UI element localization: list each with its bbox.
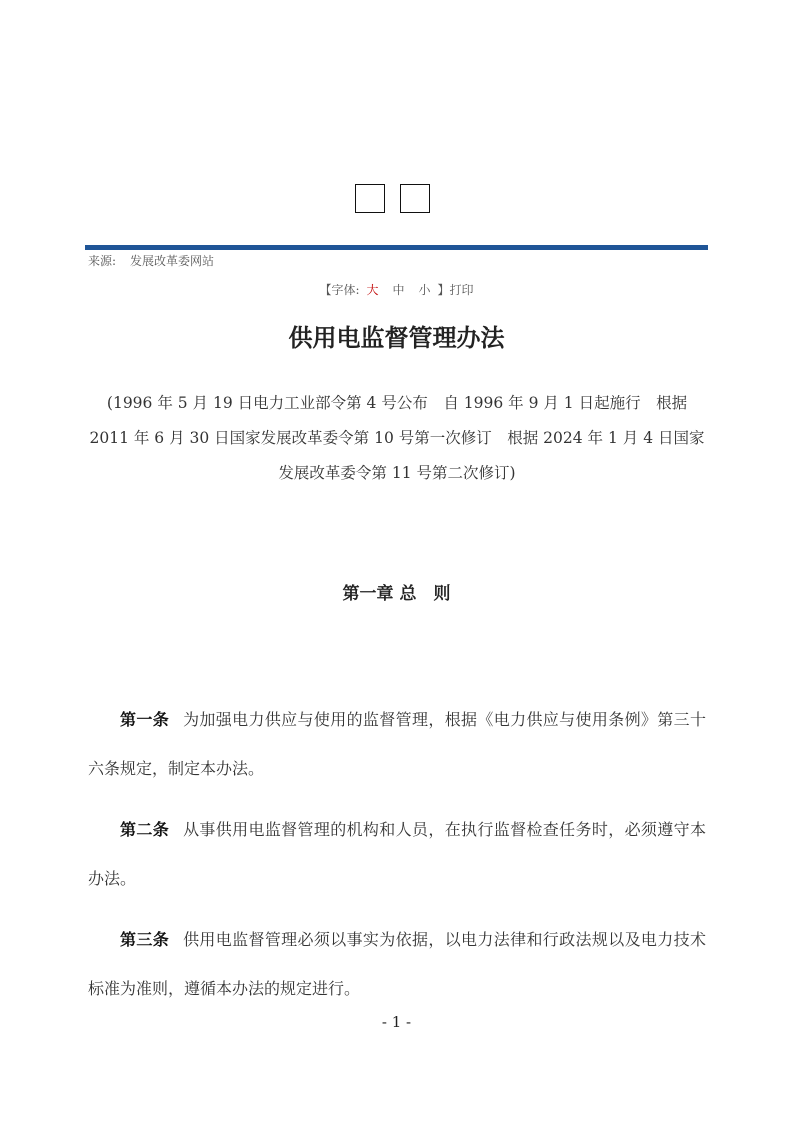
- font-size-small-option[interactable]: 小: [418, 283, 431, 297]
- source-line: [88, 252, 214, 269]
- chapter-title: 第一章 总 则: [342, 584, 451, 604]
- article-text: 为加强电力供应与使用的监督管理，根据《电力供应与使用条例》第三十六条规定，制定本办法。: [88, 710, 706, 778]
- font-size-suffix: 】: [437, 283, 450, 297]
- page-number: - 1 -: [381, 1013, 412, 1031]
- logo-box-left: [355, 184, 385, 213]
- font-size-bar: [0, 281, 793, 298]
- article-3: [88, 915, 706, 1013]
- font-size-prefix: 【字体:: [319, 283, 360, 297]
- source-name: 发展改革委网站: [130, 254, 215, 268]
- print-link[interactable]: 打印: [449, 283, 474, 297]
- source-label: 来源:: [88, 254, 117, 268]
- article-text: 从事供用电监督管理的机构和人员，在执行监督检查任务时，必须遵守本办法。: [88, 820, 706, 888]
- logo-box-right: [400, 184, 430, 213]
- document-note: (1996 年 5 月 19 日电力工业部令第 4 号公布 自 1996 年 9 月 1 日起施行 根据 2011 年 6 月 30 日国家发展改革委令第 10 号第一次修订 根据 2024 年 1 月 4 日国家发展改革委令第 11 号第二次修订): [89, 394, 705, 482]
- font-size-medium-option[interactable]: 中: [392, 283, 405, 297]
- article-2: [88, 805, 706, 903]
- article-number: 第二条: [120, 820, 170, 839]
- article-number: 第三条: [120, 930, 170, 949]
- article-number: 第一条: [120, 710, 170, 729]
- article-text: 供用电监督管理必须以事实为依据，以电力法律和行政法规以及电力技术标准为准则，遵循本办法的规定进行。: [88, 930, 706, 998]
- document-title: 供用电监督管理办法: [288, 323, 505, 352]
- article-1: [88, 695, 706, 793]
- font-size-large-option[interactable]: 大: [366, 283, 379, 297]
- site-logo: [355, 184, 430, 213]
- header-rule: [85, 245, 708, 250]
